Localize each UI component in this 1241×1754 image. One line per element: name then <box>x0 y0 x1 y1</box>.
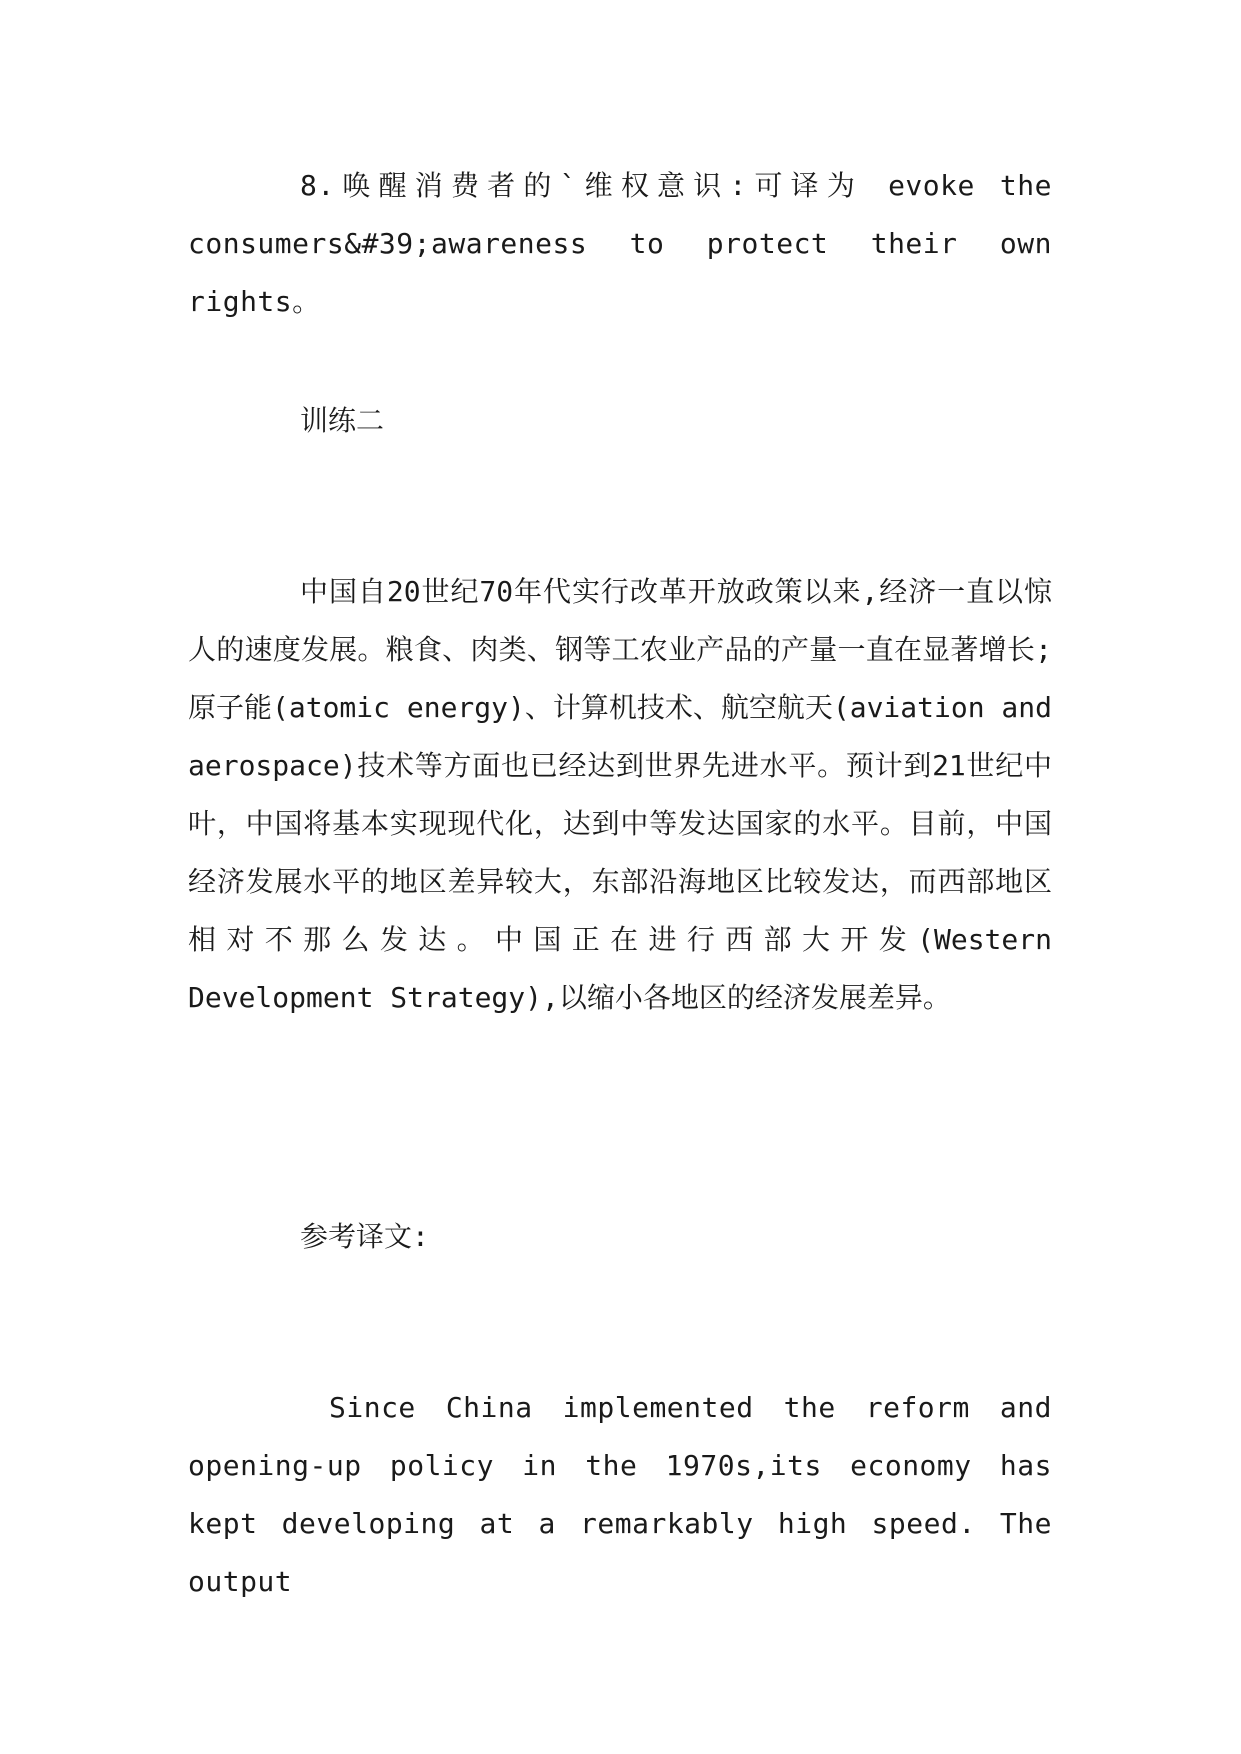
reference-translation: Since China implemented the reform and opening-up policy in the 1970s,its economy has kept developing at a remarkably high speed. The output <box>188 1391 1052 1598</box>
reference-title: 参考译文: <box>300 1220 429 1253</box>
source-paragraph: 中国自20世纪70年代实行改革开放政策以来,经济一直以惊人的速度发展。粮食、肉类、钢等工农业产品的产量一直在显著增长;原子能(atomic energy)、计算机技术、航空航天(aviation and aerospace)技术等方面也已经达到世界先进水平。预计到21世纪中叶，中国将基本实现现代化，达到中等发达国家的水平。目前，中国经济发展水平的地区差异较大，东部沿海地区比较发达，而西部地区相对不那么发达。中国正在进行西部大开发(Western Development Strategy),以缩小各地区的经济发展差异。 <box>188 575 1053 1014</box>
vocab-item-8: 8.唤醒消费者的`维权意识:可译为 evoke the consumers&#39;awareness to protect their own rights。 <box>188 169 1052 318</box>
section-title: 训练二 <box>300 404 385 437</box>
